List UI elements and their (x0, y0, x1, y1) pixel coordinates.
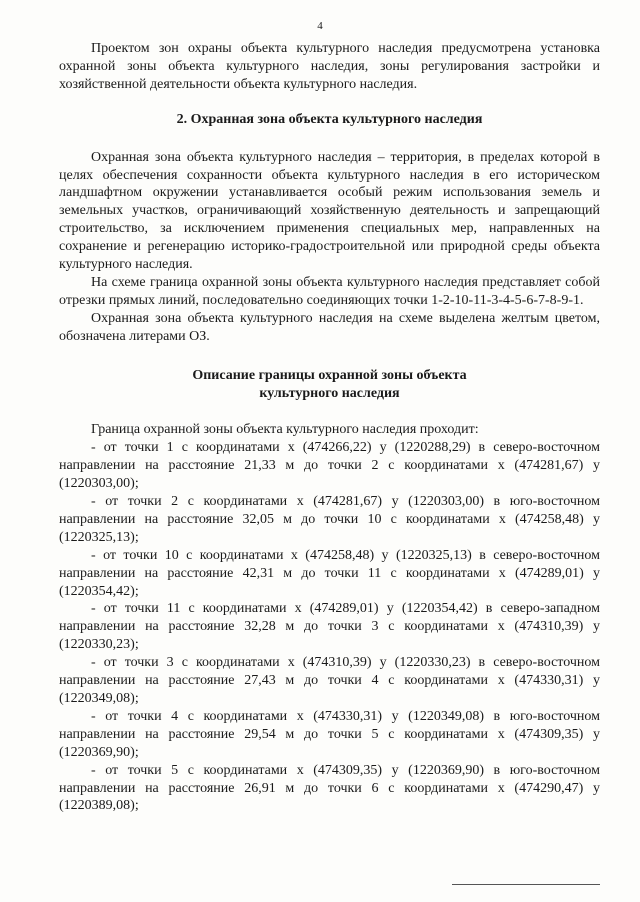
page-number: 4 (317, 20, 323, 32)
footer-divider-line (452, 884, 600, 885)
boundary-segment-3-4: - от точки 3 с координатами х (474310,39) у (1220330,23) в северо-восточном направлении на расстояние 27,43 м до точки 4 с координатами х (474330,31) у (1220349,08); (59, 655, 600, 706)
scheme-marking-paragraph: Охранная зона объекта культурного наследия на схеме выделена желтым цветом, обозначена литерами ОЗ. (59, 310, 600, 344)
boundary-heading-line-2: культурного наследия (259, 385, 400, 401)
boundary-description-heading (59, 367, 600, 403)
boundary-segment-11-3: - от точки 11 с координатами х (474289,01) у (1220354,42) в северо-западном направлении на расстояние 32,28 м до точки 3 с координатами х (474310,39) у (1220330,23); (59, 601, 600, 653)
document-body (59, 40, 600, 815)
boundary-segment-4-5: - от точки 4 с координатами х (474330,31) у (1220349,08) в юго-восточном направлении на расстояние 29,54 м до точки 5 с координатами х (474309,35) у (1220369,90); (59, 708, 600, 760)
boundary-heading-line-1: Описание границы охранной зоны объекта (192, 367, 467, 383)
security-zone-definition: Охранная зона объекта культурного наследия – территория, в пределах которой в целях обеспечения сохранности объекта культурного наследия в его историческом ландшафтном окружении устанавливается особый режим использования земель и земельных участков, ограничивающий хозяйственную деятельность и запрещающий строительство, за исключением применения специальных мер, направленных на сохранение и регенерацию историко-градостроительной или природной среды объекта культурного наследия. (59, 149, 600, 273)
boundary-segment-2-10: - от точки 2 с координатами х (474281,67) у (1220303,00) в юго-восточном направлении на расстояние 32,05 м до точки 10 с координатами х (474258,48) у (1220325,13); (59, 494, 600, 545)
boundary-segment-1-2: - от точки 1 с координатами х (474266,22) у (1220288,29) в северо-восточном направлении на расстояние 21,33 м до точки 2 с координатами х (474281,67) у (1220303,00); (59, 440, 600, 492)
boundary-segment-10-11: - от точки 10 с координатами х (474258,48) у (1220325,13) в северо-восточном направлении на расстояние 42,31 м до точки 11 с координатами х (474289,01) у (1220354,42); (59, 547, 600, 599)
intro-paragraph: Проектом зон охраны объекта культурного наследия предусмотрена установка охранной зоны объекта культурного наследия, зоны регулирования застройки и хозяйственной деятельности объекта культурного наследия. (59, 41, 600, 92)
boundary-intro: Граница охранной зоны объекта культурного наследия проходит: (91, 422, 479, 438)
section-2-heading: 2. Охранная зона объекта культурного наследия (176, 111, 483, 127)
scheme-boundary-paragraph: На схеме граница охранной зоны объекта культурного наследия представляет собой отрезки прямых линий, последовательно соединяющих точки 1-2-10-11-3-4-5-6-7-8-9-1. (59, 274, 600, 308)
boundary-segment-5-6: - от точки 5 с координатами х (474309,35) у (1220369,90) в юго-восточном направлении на расстояние 26,91 м до точки 6 с координатами х (474290,47) у (1220389,08); (59, 762, 600, 814)
